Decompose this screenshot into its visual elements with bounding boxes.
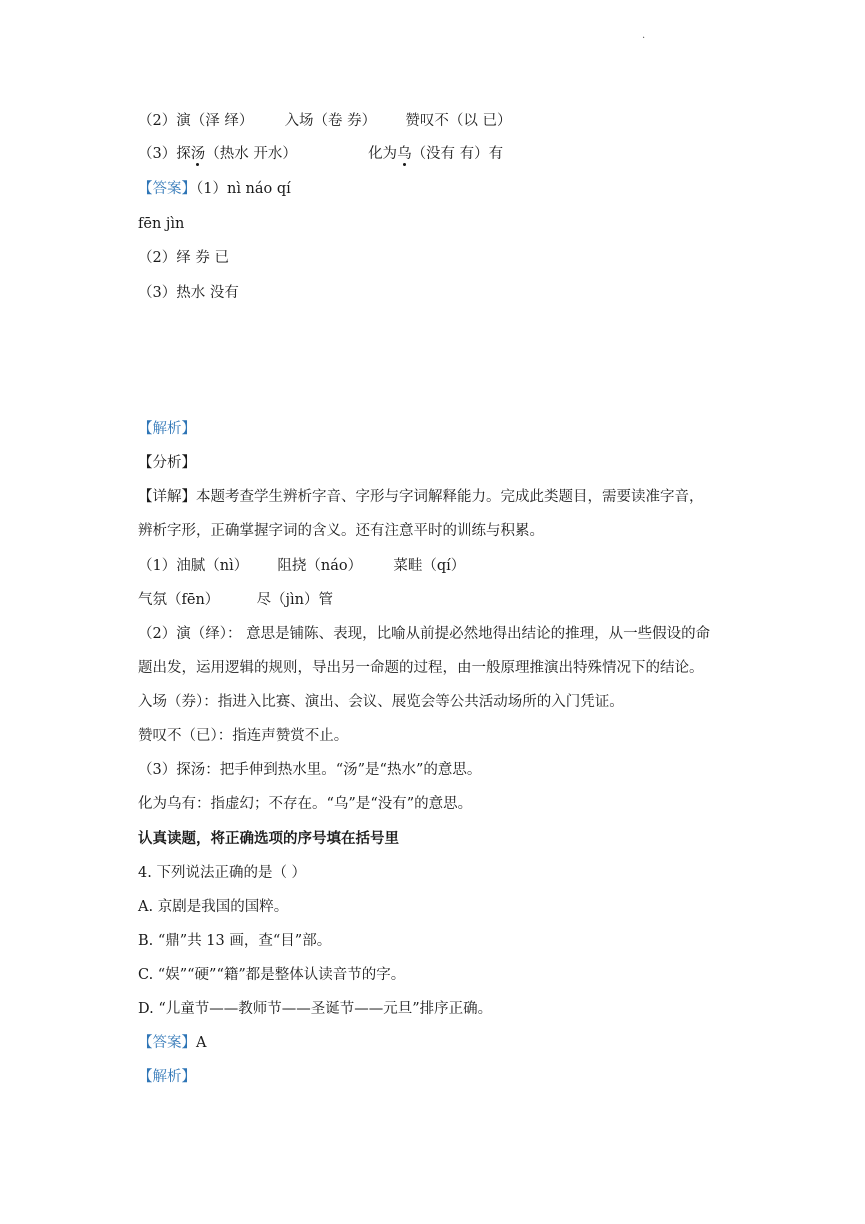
pinyin-line-1 bbox=[138, 556, 465, 576]
q3-answer bbox=[138, 179, 291, 199]
q4-stem: 4. 下列说法正确的是（ ） bbox=[138, 865, 307, 881]
pinyin-1a: （1）油腻（nì） bbox=[138, 558, 249, 574]
section-heading: 认真读题，将正确选项的序号填在括号里 bbox=[138, 830, 399, 847]
explain-2-line-3: 入场（券）：指进入比赛、演出、会议、展览会等公共活动场所的入门凭证。 bbox=[138, 694, 624, 710]
q3-line3-a1: （3）探 bbox=[138, 146, 191, 162]
q3-line3-emphasis-a: 汤 bbox=[190, 146, 206, 162]
pinyin-1c: 菜畦（qí） bbox=[393, 558, 466, 574]
answer-line-3: （2）绎 券 已 bbox=[138, 250, 229, 266]
fenxi-label: 【分析】 bbox=[138, 455, 196, 471]
pinyin-1b: 阻挠（náo） bbox=[277, 558, 363, 574]
q4-answer-label: 【答案】 bbox=[138, 1035, 196, 1051]
q4-answer-value: A bbox=[196, 1035, 207, 1051]
q4-option-b: B. “鼎”共 13 画，查“目”部。 bbox=[138, 933, 332, 949]
explain-3-line-1: （3）探汤：把手伸到热水里。“汤”是“热水”的意思。 bbox=[138, 762, 482, 778]
analysis-label: 【解析】 bbox=[138, 421, 196, 437]
explain-2-line-4: 赞叹不（已）：指连声赞赏不止。 bbox=[138, 728, 349, 744]
xiangjie-label: 【详解】 bbox=[138, 489, 196, 505]
q4-analysis-label: 【解析】 bbox=[138, 1069, 196, 1085]
q3-line2-c: 赞叹不（以 已） bbox=[405, 113, 512, 129]
q3-line3-a2: （热水 开水） bbox=[205, 146, 297, 162]
pinyin-line-2 bbox=[138, 590, 333, 610]
q4-option-a: A. 京剧是我国的国粹。 bbox=[138, 899, 289, 915]
q3-line3-b1: 化为 bbox=[368, 146, 398, 162]
q3-line3-b2: （没有 有）有 bbox=[411, 146, 504, 162]
answer-line-1: （1）nì náo qí bbox=[196, 181, 291, 197]
q4-answer bbox=[138, 1033, 206, 1053]
xiangjie-line-2: 辨析字形，正确掌握字词的含义。还有注意平时的训练与积累。 bbox=[138, 523, 544, 539]
pinyin-2a: 气氛（fēn） bbox=[138, 592, 220, 608]
xiangjie-line-1 bbox=[138, 487, 704, 507]
pinyin-2b: 尽（jìn）管 bbox=[256, 592, 333, 608]
explain-3-line-2: 化为乌有：指虚幻；不存在。“乌”是“没有”的意思。 bbox=[138, 796, 473, 812]
q3-line-2 bbox=[138, 111, 512, 131]
explain-2-line-2: 题出发，运用逻辑的规则，导出另一命题的过程，由一般原理推演出特殊情况下的结论。 bbox=[138, 660, 704, 676]
q3-line2-a: （2）演（泽 绎） bbox=[138, 113, 254, 129]
answer-label: 【答案】 bbox=[138, 181, 196, 197]
q3-line2-b: 入场（卷 券） bbox=[284, 113, 377, 129]
q4-option-c: C. “娱”“硬”“籍”都是整体认读音节的字。 bbox=[138, 967, 406, 983]
answer-line-4: （3）热水 没有 bbox=[138, 285, 239, 301]
answer-line-2: fēn jìn bbox=[138, 216, 185, 232]
q3-line3-emphasis-b: 乌 bbox=[397, 146, 412, 162]
q3-line-3 bbox=[138, 144, 503, 164]
xiangjie-text-1: 本题考查学生辨析字音、字形与字词解释能力。完成此类题目，需要读准字音， bbox=[196, 489, 704, 505]
q4-option-d: D. “儿童节——教师节——圣诞节——元旦”排序正确。 bbox=[138, 1001, 493, 1017]
explain-2-line-1: （2）演（绎）： 意思是铺陈、表现，比喻从前提必然地得出结论的推理，从一些假设的命 bbox=[138, 626, 711, 642]
header-mark: . bbox=[642, 30, 646, 41]
